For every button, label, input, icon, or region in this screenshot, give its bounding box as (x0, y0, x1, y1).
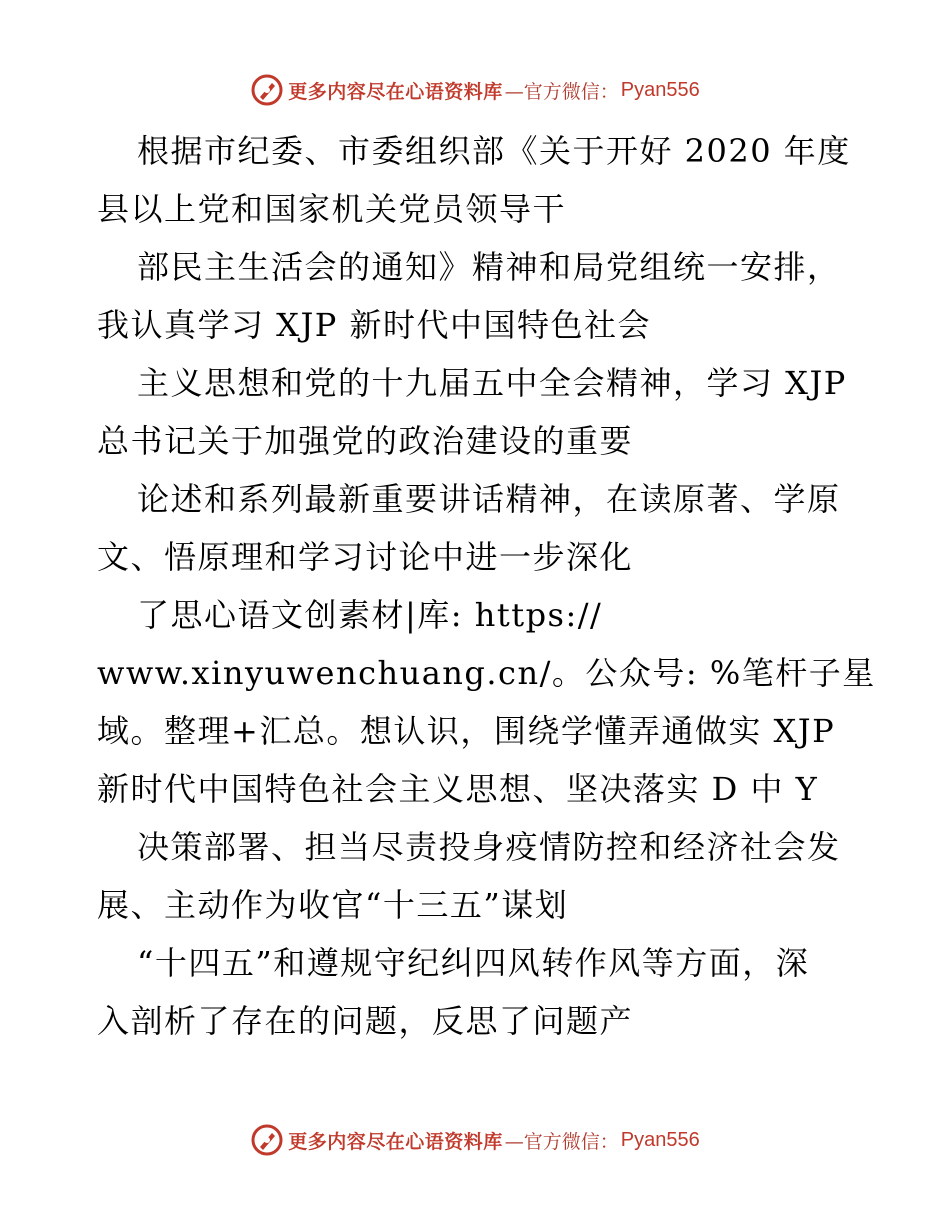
watermark-banner-top (0, 70, 950, 110)
watermark-account: Pyan556 (620, 78, 700, 101)
body-text-line: “十四五”和遵规守纪纠四风转作风等方面，深 (137, 944, 810, 982)
pen-logo-icon (250, 1123, 284, 1157)
watermark-main-text: 更多内容尽在心语资料库 (288, 80, 503, 103)
watermark-banner-bottom (0, 1120, 950, 1160)
body-text-line: 县以上党和国家机关党员领导干 (97, 190, 567, 228)
watermark-main-text: 更多内容尽在心语资料库 (288, 1130, 503, 1153)
body-text-line: 展、主动作为收官“十三五”谋划 (97, 886, 569, 924)
body-text-line: 入剖析了存在的问题，反思了问题产 (97, 1002, 634, 1040)
watermark-account: Pyan556 (620, 1128, 700, 1151)
pen-logo-icon (250, 73, 284, 107)
body-text-line: 主义思想和党的十九届五中全会精神，学习 XJP (137, 364, 847, 402)
watermark-separator: —官方微信： (504, 1130, 619, 1153)
body-text-line: 文、悟原理和学习讨论中进一步深化 (97, 538, 634, 576)
body-text-line: 总书记关于加强党的政治建设的重要 (97, 422, 634, 460)
body-text-line: 我认真学习 XJP 新时代中国特色社会 (97, 306, 651, 344)
document-body (97, 122, 876, 1050)
watermark-separator: —官方微信： (504, 80, 619, 103)
body-text-line: 决策部署、担当尽责投身疫情防控和经济社会发 (137, 828, 841, 866)
body-text-line: 新时代中国特色社会主义思想、坚决落实 D 中 Y (97, 770, 819, 808)
body-text-line: 根据市纪委、市委组织部《关于开好 2020 年度 (137, 132, 851, 170)
body-text-line: 了思心语文创素材|库: https:// (137, 596, 603, 634)
body-text-line: 部民主生活会的通知》精神和局党组统一安排， (137, 248, 841, 286)
body-text-line: 论述和系列最新重要讲话精神，在读原著、学原 (137, 480, 841, 518)
body-text-line: www.xinyuwenchuang.cn/。公众号: %笔杆子星 (97, 654, 876, 692)
body-text-line: 域。整理+汇总。想认识，围绕学懂弄通做实 XJP (97, 712, 836, 750)
